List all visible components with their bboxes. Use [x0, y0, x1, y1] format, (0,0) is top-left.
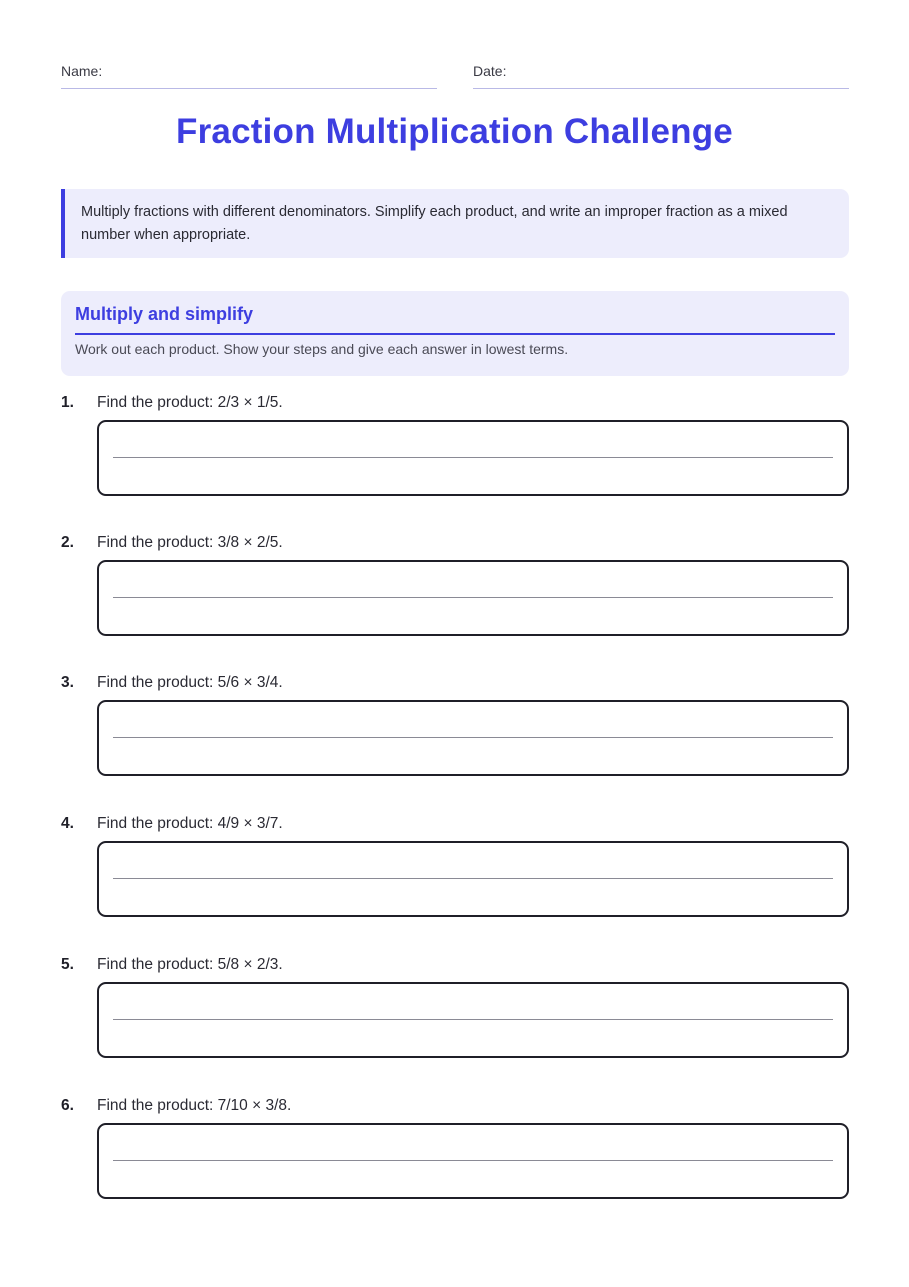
problem-item [0, 394, 909, 514]
problem-number: 3. [61, 674, 74, 691]
problem-item [0, 534, 909, 654]
answer-box[interactable] [97, 982, 849, 1058]
date-field[interactable] [473, 62, 849, 89]
section-instructions: Work out each product. Show your steps and give each answer in lowest terms. [75, 341, 569, 357]
answer-box[interactable] [97, 700, 849, 776]
answer-line [113, 737, 833, 738]
problem-item [0, 815, 909, 935]
name-label: Name: [61, 63, 103, 79]
answer-box[interactable] [97, 841, 849, 917]
problem-text: Find the product: 3/8 × 2/5. [97, 534, 283, 551]
problem-number: 4. [61, 815, 74, 832]
answer-line [113, 1019, 833, 1020]
problem-item [0, 674, 909, 794]
problem-item [0, 1097, 909, 1217]
intro-callout: Multiply fractions with different denominators. Simplify each product, and write an improper fraction as a mixed number when appropriate. [61, 189, 849, 258]
answer-box[interactable] [97, 1123, 849, 1199]
date-label: Date: [473, 63, 507, 79]
problem-text: Find the product: 2/3 × 1/5. [97, 394, 283, 411]
answer-line [113, 597, 833, 598]
answer-line [113, 878, 833, 879]
problem-text: Find the product: 7/10 × 3/8. [97, 1097, 292, 1114]
page-title: Fraction Multiplication Challenge [176, 112, 733, 151]
problem-number: 2. [61, 534, 74, 551]
answer-line [113, 457, 833, 458]
section-header [61, 291, 849, 376]
name-field[interactable] [61, 62, 437, 89]
answer-line [113, 1160, 833, 1161]
problem-number: 5. [61, 956, 74, 973]
problem-item [0, 956, 909, 1076]
problem-text: Find the product: 4/9 × 3/7. [97, 815, 283, 832]
problem-number: 1. [61, 394, 74, 411]
problem-text: Find the product: 5/8 × 2/3. [97, 956, 283, 973]
problem-text: Find the product: 5/6 × 3/4. [97, 674, 283, 691]
section-title: Multiply and simplify [75, 302, 835, 335]
answer-box[interactable] [97, 420, 849, 496]
answer-box[interactable] [97, 560, 849, 636]
problem-number: 6. [61, 1097, 74, 1114]
